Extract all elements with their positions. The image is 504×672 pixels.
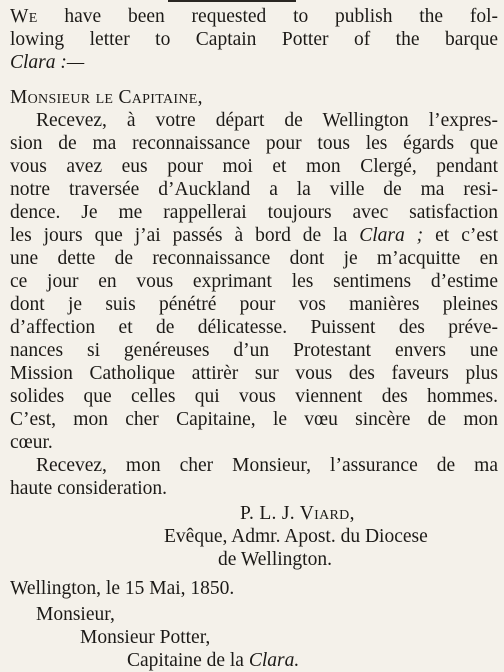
letter-line-4: notre traversée d’Auckland a la ville de ma resi- [10,179,498,200]
letter-line-9: dont je suis pénétré pour vos manières pleines [10,294,498,315]
closing-line-1: Recevez, mon cher Monsieur, l’assurance de ma [36,455,498,476]
signature-name: P. L. J. Viard, [240,503,355,524]
letter-line-6-post: et c’est [435,225,499,246]
top-rule [168,0,296,2]
letter-line-2: sion de ma reconnaissance pour tous les égards que [10,133,498,154]
address-line-3 [127,650,487,672]
intro-drop-word: We [10,6,38,27]
letter-line-12: Mission Catholique attirèr sur vous des faveurs plus [10,363,498,384]
ship-name-address: Clara. [248,650,300,671]
letter-line-14: C’est, mon cher Capitaine, le vœu sincère de mon [10,409,498,430]
letter-line-6 [10,225,498,247]
salutation: Monsieur le Capitaine, [10,87,203,108]
address-line-3-pre: Capitaine de la [127,650,244,671]
intro-line-2: lowing letter to Captain Potter of the barque [10,29,498,50]
signature-title-1: Evêque, Admr. Apost. du Diocese [164,526,428,547]
signature-title-2: de Wellington. [218,549,332,570]
letter-line-8: ce jour en vous exprimant les sentimens d’estime [10,271,498,292]
letter-line-7: une dette de reconnaissance dont je m’acquitte en [10,248,498,269]
letter-line-10: d’affection et de délicatesse. Puissent des préve- [10,317,498,338]
address-line-2: Monsieur Potter, [80,627,211,648]
letter-line-3: vous avez eus pour moi et mon Clergé, pendant [10,156,498,177]
closing-line-2: haute consideration. [10,478,168,499]
letter-line-1: Recevez, à votre départ de Wellington l’expres- [36,110,498,131]
ship-name-inline: Clara ; [359,225,424,246]
letter-line-15: cœur. [10,432,53,453]
intro-line-1-text: have been requested to publish the fol- [64,6,499,27]
letter-line-6-pre: les jours que j’ai passés à bord de la [10,225,348,246]
intro-line-1 [10,6,498,28]
letter-line-13: solides que celles qui vous viennent des hommes. [10,386,498,407]
dateline: Wellington, le 15 Mai, 1850. [10,578,235,599]
intro-line-3 [10,52,498,74]
ship-name: Clara :— [10,52,85,73]
letter-line-11: nances si genéreuses d’un Protestant envers une [10,340,498,361]
letter-line-5: dence. Je me rappellerai toujours avec satisfaction [10,202,498,223]
address-line-1: Monsieur, [36,604,115,625]
